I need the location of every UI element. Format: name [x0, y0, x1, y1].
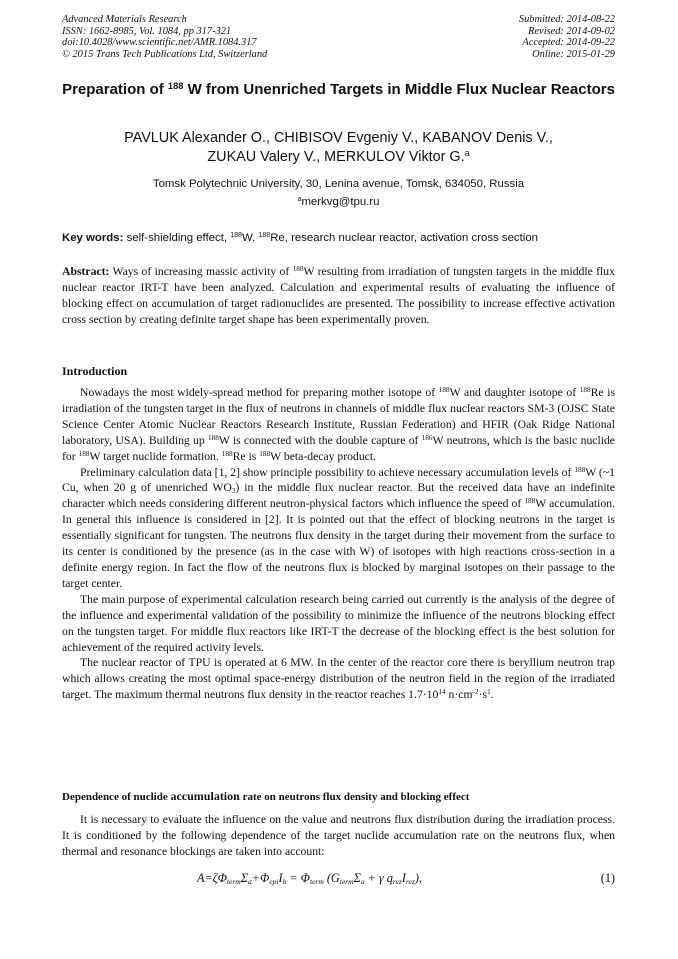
journal-name: Advanced Materials Research — [62, 14, 187, 25]
authors-line-2: ZUKAU Valery V., MERKULOV Viktor G.$^a$ — [207, 147, 470, 165]
introduction-body — [62, 385, 615, 703]
equation-expression: $A=\zeta\Phi_{term}\Sigma_a+\Phi_{epi}I_b = \Phi_{term}$ ($G_{term}\Sigma_a + \gamma$ $q_{rez}I_{rez}$), — [197, 871, 422, 886]
intro-paragraph-3: The main purpose of experimental calculation research being carried out currently is the analysis of the degree of the influence and experimental validation of the possibility to minimize the influence of the neutrons blocking effect on the tungsten target. For middle flux reactors like IRT-T the decrease of the blocking effect is the best solution for achievement of the required activity levels. — [62, 592, 615, 654]
keywords-label: Key words: — [62, 232, 124, 244]
equation-number: (1) — [600, 871, 615, 885]
section-2-paragraph-1: It is necessary to evaluate the influence on the value and neutrons flux distribution during the irradiation process. It is conditioned by the following dependence of the target nuclide accumulation rate on the neutrons flux, when thermal and resonance blockings are taken into account: — [62, 813, 615, 858]
online-date: Online: 2015-01-29 — [532, 48, 615, 60]
equation-1 — [62, 871, 615, 889]
intro-paragraph-4: The nuclear reactor of TPU is operated at 6 MW. In the center of the reactor core there is beryllium neutron trap which allows creating the most optimal space-energy distribution of the neutron field in the region of the irradiated target. The maximum thermal neutrons flux density in the reactor reaches $1.7\cdot 10^{14}$ $n\cdot cm^{-2}\cdot s^1$. — [62, 656, 615, 702]
abstract-label: Abstract: — [62, 265, 110, 278]
author-list — [62, 129, 615, 166]
section-2-heading: Dependence of nuclide accumulation rate on neutrons flux density and blocking effect — [62, 789, 470, 803]
revised-date: Revised: 2014-09-02 — [528, 25, 615, 37]
affiliation: Tomsk Polytechnic University, 30, Lenina avenue, Tomsk, 634050, Russia — [152, 178, 525, 190]
author-email[interactable]: $^a$merkvg@tpu.ru — [297, 196, 380, 208]
introduction-heading: Introduction — [62, 364, 128, 378]
abstract: Abstract: Ways of increasing massic activity of $^{188}$W resulting from irradiation of tungsten targets in the middle flux nuclear reactor IRT-T have been analyzed. Calculation and experimental results of evaluating the influence of blocking effect on accumulation of target radionuclides are presented. The possibility to increase effective activation cross section by creating definite target shape has been experimentally proven. — [62, 265, 615, 326]
authors-line-1: PAVLUK Alexander O., CHIBISOV Evgeniy V., KABANOV Denis V., — [124, 130, 553, 146]
submitted-date: Submitted: 2014-08-22 — [518, 14, 615, 25]
accepted-date: Accepted: 2014-09-22 — [522, 37, 615, 49]
doi-text[interactable]: doi:10.4028/www.scientific.net/AMR.1084.317 — [62, 37, 257, 49]
keywords: Key words: self-shielding effect, $^{188}$W, $^{188}$Re, research nuclear reactor, activation cross section — [62, 232, 538, 244]
issn-line: ISSN: 1662-8985, Vol. 1084, pp 317-321 — [62, 25, 232, 37]
copyright-line: © 2015 Trans Tech Publications Ltd, Switzerland — [62, 48, 268, 60]
email-link[interactable]: merkvg@tpu.ru — [301, 196, 380, 208]
section-2-body — [62, 812, 615, 860]
paper-title: Preparation of $^{188}$ W from Unenriched Targets in Middle Flux Nuclear Reactors — [62, 80, 615, 98]
intro-paragraph-1: Nowadays the most widely-spread method for preparing mother isotope of $^{188}$W and daughter isotope of $^{188}$Re is irradiation of the tungsten target in the flux of neutrons in channels of middle flux nuclear reactors SM-3 (OJSC State Science Center Atomic Nuclear Reactors Research Institute, Russian Federation) and HFIR (Oak Ridge National laboratory, USA). Building up $^{188}$W is connected with the double capture of $^{186}$W neutrons, which is the basic nuclide for $^{188}$W target nuclide formation. $^{188}$Re is $^{188}$W beta-decay product. — [62, 386, 615, 463]
doi-line[interactable] — [62, 37, 267, 49]
intro-paragraph-2: Preliminary calculation data [1, 2] show principle possibility to achieve necessary accumulation levels of $^{188}$W (~1 Cu, when 20 g of unenriched $WO_3$) in the middle flux nuclear reactor. But the received data have an indefinite character which needs considering different neutron-physical factors which influence the speed of $^{188}$W accumulation. In general this influence is considered in [2]. It is pointed out that the effect of blocking neutrons in the target is essentially significant for tungsten. The neutrons flux density in the target during their movement from the surface to its center is conditioned by the presence (as in the case with W) of isotopes with high reactions cross-section in a definite energy region. In fact the flow of the neutrons flux is blocked by marginal isotopes on their passage to the target center. — [62, 465, 616, 590]
header-right — [519, 14, 615, 60]
header-left — [62, 14, 267, 60]
